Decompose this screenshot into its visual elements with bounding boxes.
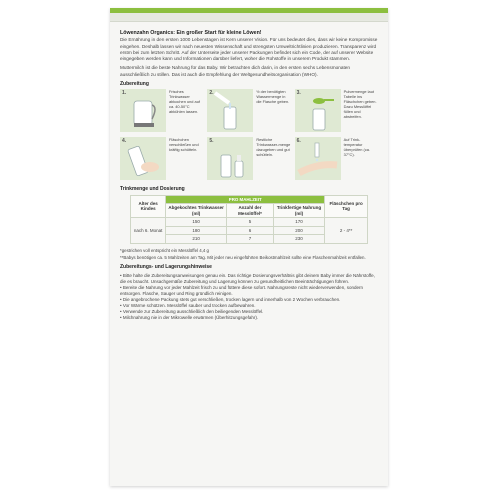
wrist-test-icon bbox=[295, 137, 341, 180]
pour-water-illustration bbox=[207, 89, 253, 132]
prep-step-5 bbox=[207, 137, 290, 182]
footnote-1: *gestrichen voll entspricht ein Messlöffel 4,4 g bbox=[120, 247, 209, 253]
step-text: Restliche Trinkwasser-menge dazugeben und gut schütteln. bbox=[256, 137, 291, 158]
list-item: • Bereite die Nahrung vor jeder Mahlzeit frisch zu und füttere diese sofort. Nahrungsreste nicht wiederverwenden, sondern entsorgen. Flasche, Sauger und Ring gründlich reinigen. bbox=[120, 284, 363, 296]
dosage-table bbox=[130, 195, 368, 244]
spoons-cell: 5 bbox=[227, 218, 274, 227]
scoop-icon bbox=[295, 89, 341, 132]
intro-paragraph-1: Die Ernährung in den ersten 1000 Lebenstagen ist Kern unserer Vision. Für uns bedeutet dies, dass wir keine Kompromisse eingehen. Deshalb lassen wir nach neuesten Wissenschaft und strengsten Umweltrichtlinien produzieren. Transparenz wird erstm bei zum letzten Schritt. Auf der Unterseite jeder unserer Packungen befindet sich ein Code, der auf unserer Website eingegeben werden kann und Informationen darüber liefert, woher die Rohstoffe in unserem Produkt stammen. bbox=[120, 37, 378, 62]
box-lid bbox=[110, 8, 388, 22]
food-cell: 170 bbox=[273, 218, 324, 227]
water-cell: 150 bbox=[166, 218, 227, 227]
step-number: 6. bbox=[296, 138, 301, 145]
prep-title: Zubereitung bbox=[120, 81, 149, 88]
col-age: Alter des Kindes bbox=[131, 195, 166, 218]
box-text bbox=[120, 30, 378, 321]
intro-title: Löwenzahn Organics: Ein großer Start für kleine Löwen! bbox=[120, 30, 262, 36]
formula-box-side bbox=[110, 8, 388, 486]
dosage-table-wrap bbox=[130, 195, 368, 244]
col-spoons: Anzahl der Messlöffel* bbox=[227, 204, 274, 218]
hints-title: Zubereitungs- und Lagerungshinweise bbox=[120, 264, 212, 271]
list-item: • Milchnahrung nie in der Mikrowelle erwärmen (Überhitzungsgefahr). bbox=[120, 314, 259, 320]
col-water: Abgekochtes Trinkwasser (ml) bbox=[166, 204, 227, 218]
shake-bottle-icon bbox=[120, 137, 166, 180]
step-text: Pulvermenge laut Tabelle ins Fläschchen geben. Dazu Messlöffel füllen und abstreifen. bbox=[343, 89, 377, 120]
list-item: • Verwende zur Zubereitung ausschließlich den beiliegenden Messlöffel. bbox=[120, 308, 264, 314]
step-text: Frisches Trinkwasser abkochen und auf ca. 40-50°C abkühlen lassen. bbox=[169, 89, 200, 115]
intro-paragraph-2: Muttermilch ist die beste Nahrung für das Baby. Wir betrachten dich darin, in den ersten sechs Lebensmonaten ausschließlich zu stillen. Das ist auch die Empfehlung der Weltgesundheitsorganisation (WHO). bbox=[120, 65, 350, 77]
water-cell: 180 bbox=[166, 226, 227, 235]
bottle-icon bbox=[207, 89, 253, 132]
food-cell: 200 bbox=[273, 226, 324, 235]
col-bottles: Fläschchen pro Tag bbox=[325, 195, 368, 218]
prep-step-4 bbox=[120, 137, 203, 182]
water-cell: 210 bbox=[166, 235, 227, 244]
prep-steps bbox=[120, 89, 378, 182]
bottles-cell: 2 - 4** bbox=[325, 218, 368, 244]
prep-step-1 bbox=[120, 89, 203, 134]
prep-step-6 bbox=[295, 137, 378, 182]
step-text: Fläschchen verschließen und kräftig schütteln. bbox=[169, 137, 199, 153]
step-number: 3. bbox=[296, 90, 301, 97]
table-row bbox=[131, 218, 368, 227]
refill-illustration bbox=[207, 137, 253, 180]
table-title: Trinkmenge und Dosierung bbox=[120, 186, 185, 193]
kettle-illustration bbox=[120, 89, 166, 132]
spoons-cell: 6 bbox=[227, 226, 274, 235]
step-number: 5. bbox=[209, 138, 214, 145]
footnote-2: **Babys benötigen ca. 5 Mahlzeiten am Tag. Mit jeder neu eingeführten Beikostmahlzeit sollte eine Flaschenmahlzeit entfallen. bbox=[120, 255, 366, 261]
prep-step-3 bbox=[295, 89, 378, 134]
hints-list bbox=[120, 273, 378, 321]
step-number: 1. bbox=[122, 90, 127, 97]
temperature-check-illustration bbox=[295, 137, 341, 180]
age-cell: nach 6. Monat bbox=[131, 218, 166, 244]
list-item: • Bitte halte die Zubereitungsanweisungen genau ein. Das richtige Dosierungsverhältnis gibt deinem Baby immer die Nährstoffe, die es braucht. Unsachgemäße Zubereitung und Lagerung können zu gesundheitlichen Beeinträchtigungen führen. bbox=[120, 272, 375, 284]
col-food: Trinkfertige Nahrung (ml) bbox=[273, 204, 324, 218]
kettle-icon bbox=[120, 89, 166, 132]
list-item: • Vor Wärme schützen. Messlöffel sauber und trocken aufbewahren. bbox=[120, 302, 256, 308]
step-number: 2. bbox=[209, 90, 214, 97]
spoons-cell: 7 bbox=[227, 235, 274, 244]
step-text: Auf Trink-temperatur überprüfen (ca. 37°C). bbox=[343, 137, 371, 158]
step-number: 4. bbox=[122, 138, 127, 145]
step-text: ½ der benötigten Wassermenge in die Flasche geben. bbox=[256, 89, 290, 105]
prep-step-2 bbox=[207, 89, 290, 134]
shake-illustration bbox=[120, 137, 166, 180]
per-meal-header: PRO MAHLZEIT bbox=[166, 195, 325, 204]
list-item: • Die angebrochene Packung stets gut verschließen, trocken lagern und innerhalb von 2 Wochen verbrauchen. bbox=[120, 296, 341, 302]
bottle-icon bbox=[207, 137, 253, 180]
powder-illustration bbox=[295, 89, 341, 132]
food-cell: 230 bbox=[273, 235, 324, 244]
